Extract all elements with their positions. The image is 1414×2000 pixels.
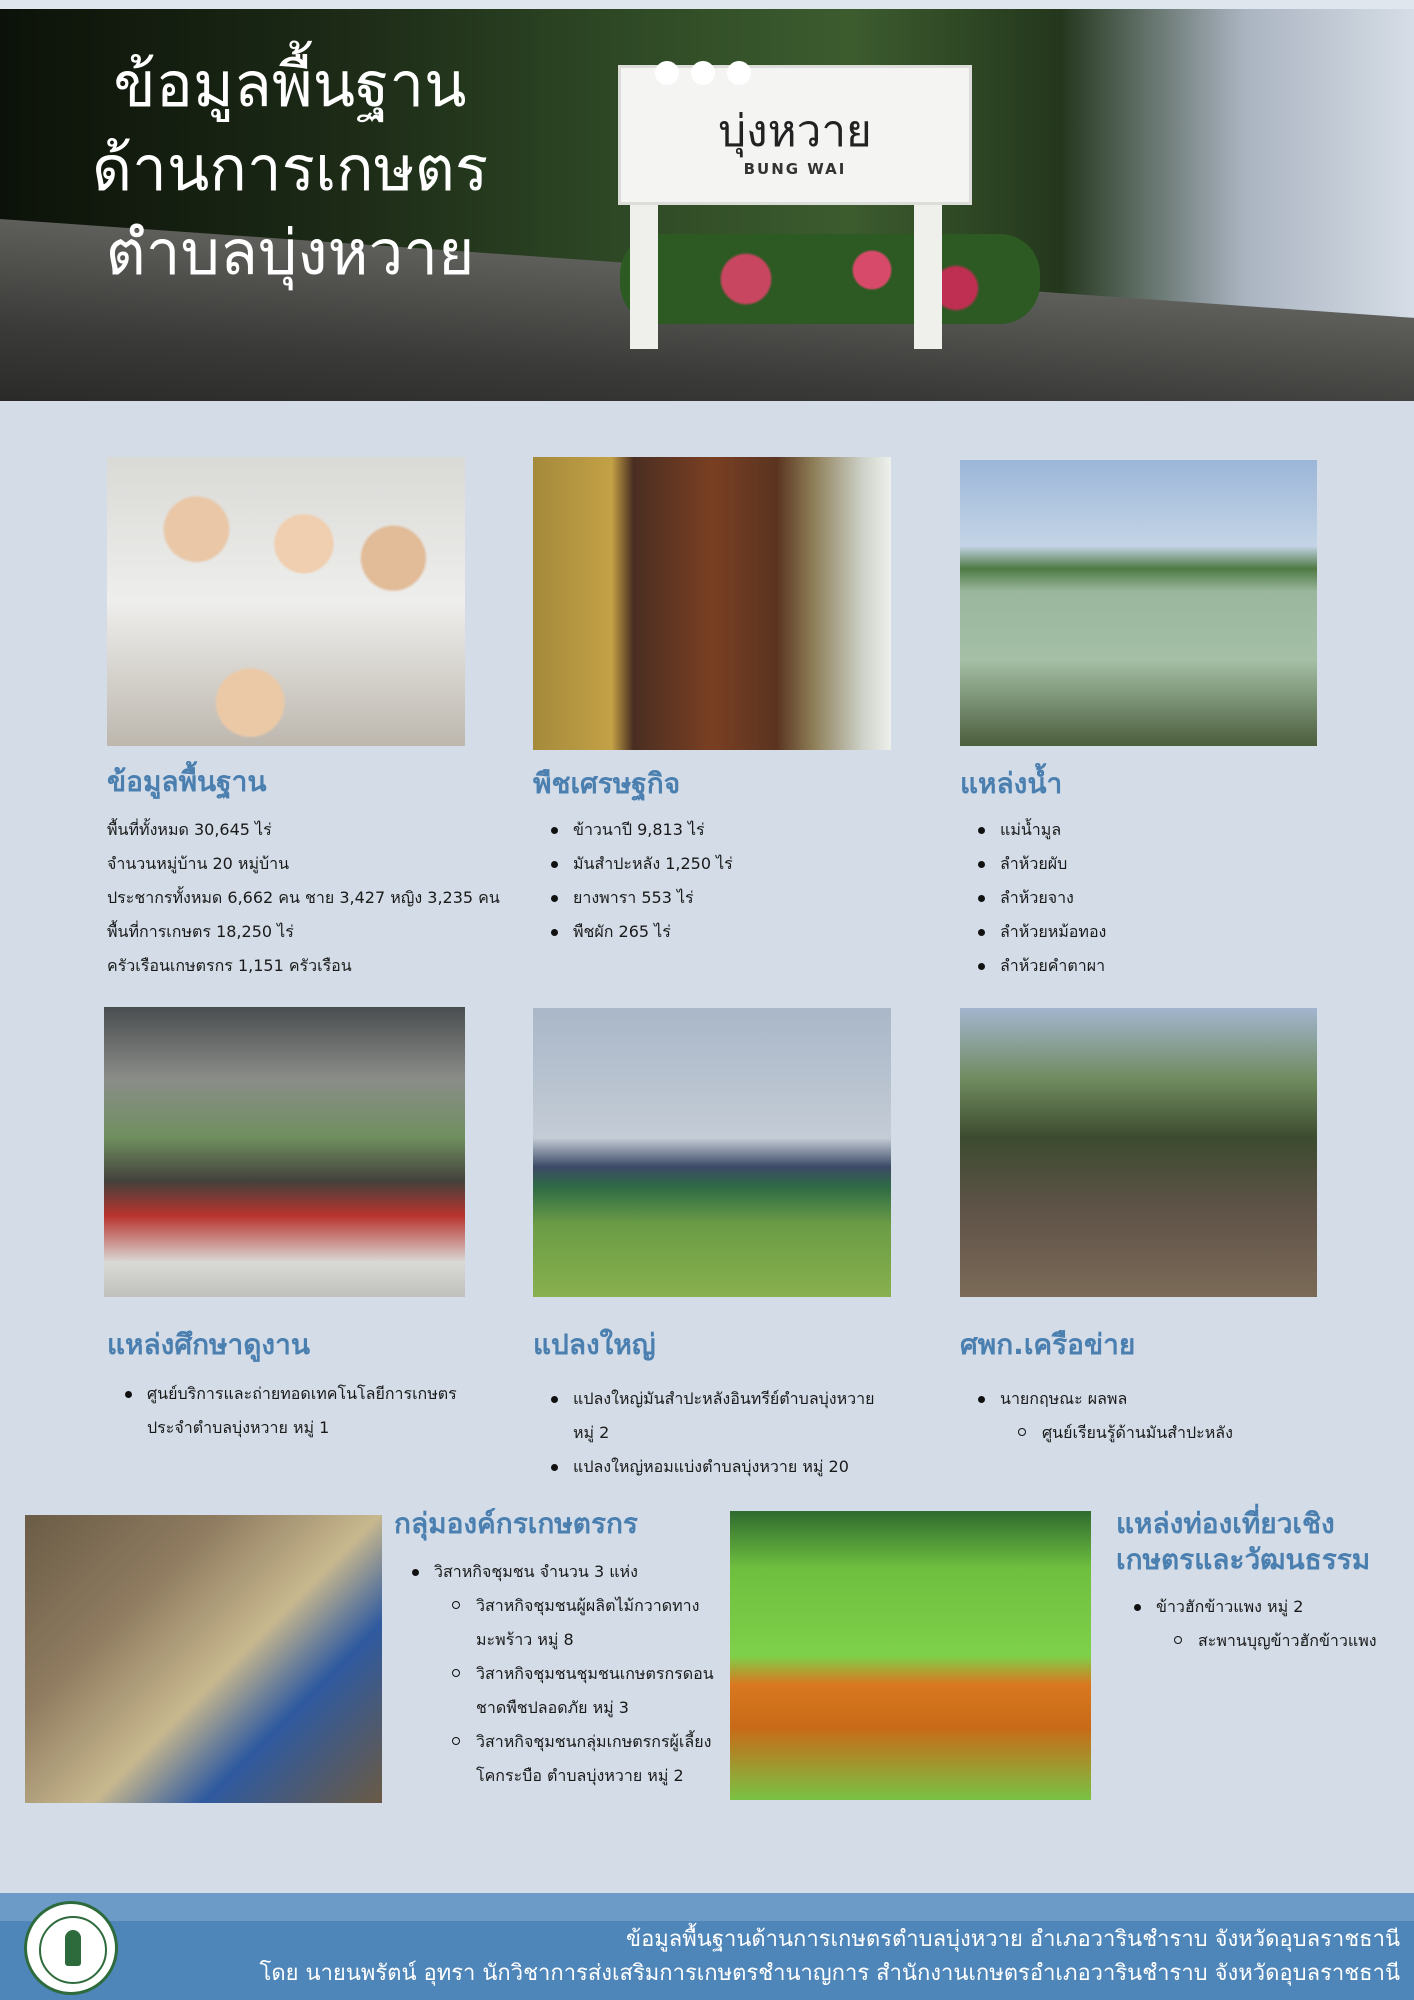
crop-item: พืชผัก 265 ไร่ [533, 915, 913, 949]
water-item: ลำห้วยคำตาผา [960, 949, 1320, 983]
group-subitem-line2: ชาดพืชปลอดภัย หมู่ 3 [476, 1698, 629, 1717]
title-line-1: ข้อมูลพื้นฐาน [113, 48, 467, 121]
crops-list [533, 813, 913, 949]
network-heading: ศพก.เครือข่าย [960, 1328, 1136, 1361]
sign-post-right [914, 199, 942, 349]
network-subitem: ศูนย์เรียนรู้ด้านมันสำปะหลัง [960, 1416, 1360, 1450]
agriculture-department-logo-icon [24, 1901, 118, 1995]
title-line-3: ตำบลบุ่งหวาย [105, 216, 475, 289]
basic-info-heading: ข้อมูลพื้นฐาน [107, 765, 267, 798]
basic-info-line: ประชากรทั้งหมด 6,662 คน ชาย 3,427 หญิง 3,235 คน [107, 888, 500, 907]
water-list [960, 813, 1320, 983]
top-strip [0, 0, 1414, 9]
page-title [40, 43, 540, 295]
group-subitem [394, 1657, 724, 1725]
footer-line-2: โดย นายนพรัตน์ อุทรา นักวิชาการส่งเสริมการเกษตรชำนาญการ สำนักงานเกษตรอำเภอวารินชำราบ จังหวัดอุบลราชธานี [259, 1961, 1400, 1986]
basic-info-line: ครัวเรือนเกษตรกร 1,151 ครัวเรือน [107, 956, 352, 975]
hero-banner [0, 9, 1414, 401]
water-item: ลำห้วยจาง [960, 881, 1320, 915]
sign-post-left [630, 199, 658, 349]
tourism-heading-line2: เกษตรและวัฒนธรรม [1116, 1543, 1371, 1576]
photo-farmer-group [25, 1515, 382, 1803]
groups-heading: กลุ่มองค์กรเกษตรกร [394, 1507, 638, 1540]
tourism-item: ข้าวฮักข้าวแพง หมู่ 2 [1116, 1590, 1406, 1624]
plot-item [533, 1382, 933, 1450]
sign-thai-text: บุ่งหวาย [718, 106, 872, 157]
plot-item-line2: หมู่ 2 [573, 1423, 610, 1442]
group-subitem-line2: มะพร้าว หมู่ 8 [476, 1630, 574, 1649]
network-item: นายกฤษณะ ผลพล [960, 1382, 1360, 1416]
group-subitem [394, 1725, 724, 1793]
group-subitem [394, 1589, 724, 1657]
photo-study-hall [104, 1007, 465, 1297]
tourism-heading-line1: แหล่งท่องเที่ยวเชิง [1116, 1507, 1335, 1540]
study-item-line2: ประจำตำบลบุ่งหวาย หมู่ 1 [147, 1418, 330, 1437]
footer-band [0, 1893, 1414, 1921]
water-heading: แหล่งน้ำ [960, 767, 1063, 800]
basic-info-line: พื้นที่ทั้งหมด 30,645 ไร่ [107, 820, 272, 839]
plot-item: แปลงใหญ่หอมแบ่งตำบลบุ่งหวาย หมู่ 20 [533, 1450, 933, 1484]
water-item: ลำห้วยหม้อทอง [960, 915, 1320, 949]
group-item: วิสาหกิจชุมชน จำนวน 3 แห่ง [394, 1555, 724, 1589]
group-subitem-line1: วิสาหกิจชุมชนกลุ่มเกษตรกรผู้เลี้ยง [476, 1732, 712, 1751]
group-subitem-line1: วิสาหกิจชุมชนชุมชนเกษตรกรดอน [476, 1664, 714, 1683]
tourism-heading [1116, 1506, 1406, 1578]
photo-network [960, 1008, 1317, 1297]
crop-item: ข้าวนาปี 9,813 ไร่ [533, 813, 913, 847]
crop-item: มันสำปะหลัง 1,250 ไร่ [533, 847, 913, 881]
basic-info-line: พื้นที่การเกษตร 18,250 ไร่ [107, 922, 294, 941]
water-item: แม่น้ำมูล [960, 813, 1320, 847]
tourism-list [1116, 1590, 1406, 1658]
basic-info-line: จำนวนหมู่บ้าน 20 หมู่บ้าน [107, 854, 290, 873]
photo-economic-crops [533, 457, 891, 750]
footer-line-1: ข้อมูลพื้นฐานด้านการเกษตรตำบลบุ่งหวาย อำเภอวารินชำราบ จังหวัดอุบลราชธานี [626, 1927, 1400, 1952]
photo-schoolchildren [107, 457, 465, 746]
photo-large-plot [533, 1008, 891, 1297]
group-subitem-line1: วิสาหกิจชุมชนผู้ผลิตไม้กวาดทาง [476, 1596, 700, 1615]
title-line-2: ด้านการเกษตร [91, 132, 489, 205]
crop-item: ยางพารา 553 ไร่ [533, 881, 913, 915]
plots-list [533, 1382, 933, 1484]
basic-info-list [107, 813, 507, 983]
water-item: ลำห้วยผับ [960, 847, 1320, 881]
photo-river [960, 460, 1317, 746]
crops-heading: พืชเศรษฐกิจ [533, 767, 681, 800]
footer [0, 1893, 1414, 2000]
study-item-line1: ศูนย์บริการและถ่ายทอดเทคโนโลยีการเกษตร [147, 1384, 457, 1403]
groups-list [394, 1555, 724, 1793]
photo-merit-bridge [730, 1511, 1091, 1800]
study-heading: แหล่งศึกษาดูงาน [107, 1328, 310, 1361]
tourism-subitem: สะพานบุญข้าวฮักข้าวแพง [1116, 1624, 1406, 1658]
sign-latin-text: BUNG WAI [743, 160, 847, 178]
plots-heading: แปลงใหญ่ [533, 1328, 656, 1361]
study-list [107, 1377, 507, 1445]
network-list [960, 1382, 1360, 1450]
group-subitem-line2: โคกระบือ ตำบลบุ่งหวาย หมู่ 2 [476, 1766, 684, 1785]
plot-item-line1: แปลงใหญ่มันสำปะหลังอินทรีย์ตำบลบุ่งหวาย [573, 1389, 875, 1408]
hero-flowers [620, 234, 1040, 324]
decorative-dots [655, 61, 763, 89]
study-item [107, 1377, 507, 1445]
